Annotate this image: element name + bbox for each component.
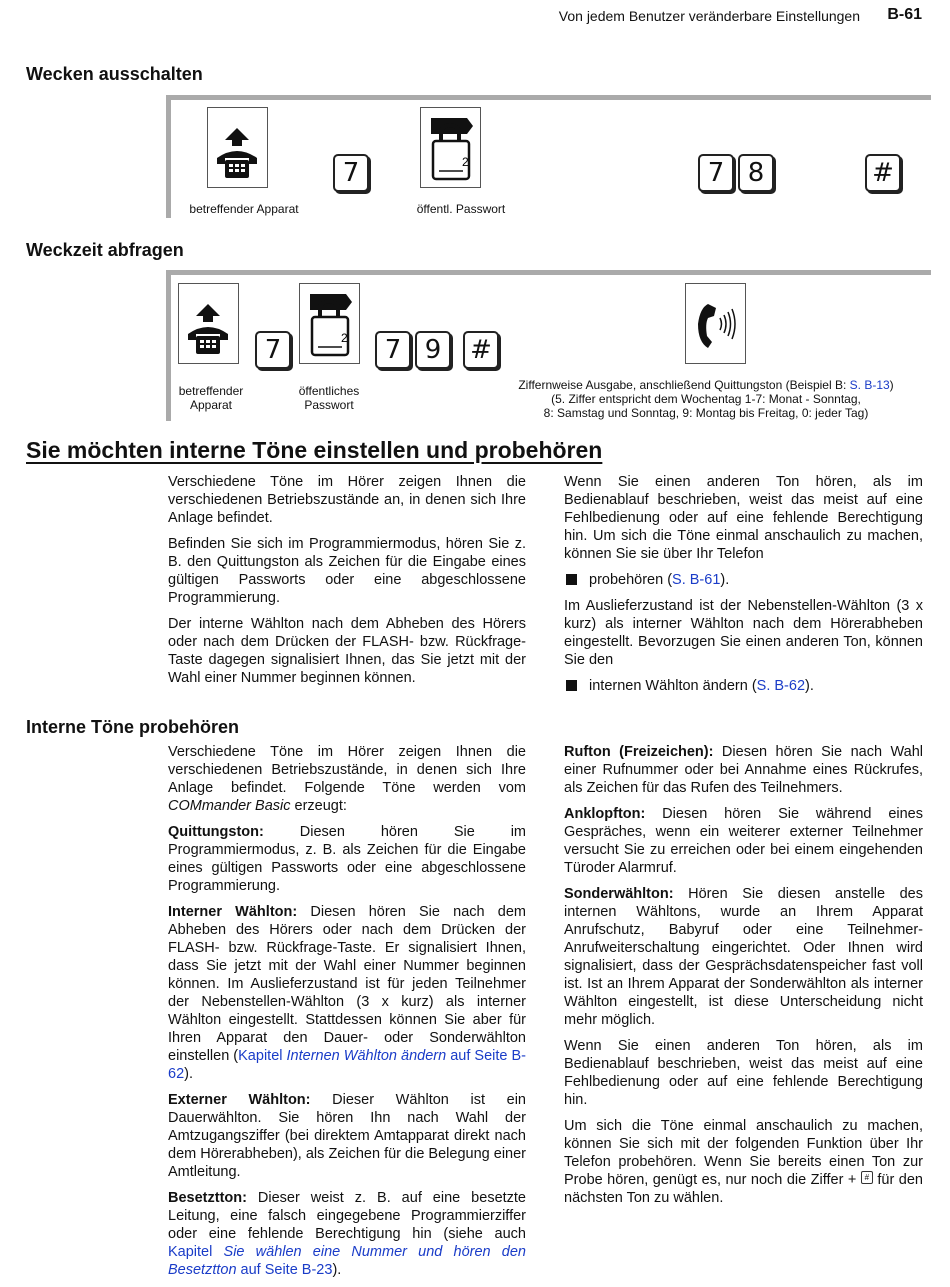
procedure-box-wecken [166, 95, 931, 218]
link-s-b-13[interactable]: S. B-13 [849, 378, 890, 392]
paragraph: Wenn Sie einen anderen Ton hören, als im Bedienablauf beschrieben, weist das meist auf eine Fehlbedienung oder auf eine fehlende Berechtigung hin. Um sich die Töne einmal anschaulich zu machen, können Sie sie über Ihr Telefon [564, 474, 923, 562]
caption-passwort: öffentl. Passwort [416, 202, 506, 216]
handset-lift-icon [207, 107, 268, 188]
key-hash: # [865, 154, 901, 192]
caption-apparat: betreffender Apparat [189, 202, 299, 216]
paragraph: Verschiedene Töne im Hörer zeigen Ihnen die verschiedenen Betriebszustände an, in denen sich Ihre Anlage befindet. [168, 474, 526, 526]
caption-passwort: öffentliches Passwort [298, 384, 360, 412]
key-7: 7 [333, 154, 369, 192]
intro-right-column [564, 473, 923, 703]
lock-digit: 2 [341, 331, 348, 345]
key-8: 8 [738, 154, 774, 192]
paragraph-externer-waehlton: Externer Wählton: Dieser Wählton ist ein Dauerwählton. Sie hören Ihn nach Wahl der Amtzugangsziffer (bei direktem Amtapparat direkt nach dem Hörerabheben), als Zeichen für die Belegung einer Amtleitung. [168, 1092, 526, 1180]
procedure-box-weckzeit [166, 270, 931, 421]
key-7: 7 [255, 331, 291, 369]
paragraph: Wenn Sie einen anderen Ton hören, als im Bedienablauf beschrieben, weist das meist auf eine Fehlbedienung oder auf eine fehlende Berechtigung hin. [564, 1038, 923, 1108]
padlock-icon [299, 283, 360, 364]
probe-left-column [168, 743, 526, 1287]
running-header: Von jedem Benutzer veränderbare Einstellungen [558, 8, 860, 24]
key-7: 7 [698, 154, 734, 192]
paragraph: Verschiedene Töne im Hörer zeigen Ihnen die verschiedenen Betriebszustände, in denen sich Ihre Anlage befindet. Folgende Töne werden vom COMmander Basic erzeugt: [168, 744, 526, 814]
readout-description: Ziffernweise Ausgabe, anschließend Quittungston (Beispiel B: S. B-13) (5. Ziffer entspricht dem Wochentag 1-7: Monat - Sonntag, 8: Samstag und Sonntag, 9: Montag bis Freitag, 0: jeder Tag) [518, 378, 894, 420]
handset-lift-icon [178, 283, 239, 364]
bullet-square-icon [566, 574, 577, 585]
paragraph-rufton: Rufton (Freizeichen): Diesen hören Sie nach Wahl einer Rufnummer oder bei Annahme eines Rückrufes, als Zeichen für das Rufen des Teilnehmers. [564, 744, 923, 796]
bullet-item: probehören (S. B-61). [564, 571, 923, 589]
paragraph-interner-waehlton: Interner Wählton: Diesen hören Sie nach dem Abheben des Hörers oder nach dem Drücken der FLASH- bzw. Rückfrage-Taste. Er signalisiert Ihnen, dass Sie jetzt mit der Wahl einer Nummer beginnen können. Im Auslieferzustand ist für jeden Teilnehmer der Nebenstellen-Wählton (3 x kurz) als interner Wählton eingestellt. Stattdessen können Sie aber für Ihren Apparat den Dauer- oder Sonderwählton einstellen (Kapitel Internen Wählton ändern auf Seite B-62). [168, 904, 527, 1082]
paragraph: Um sich die Töne einmal anschaulich zu machen, können Sie sich mit der folgenden Funktion über Ihr Telefon probehören. Wenn Sie bereits einen Ton zur Probe hören, genügt es, nur noch die Ziffer + # für den nächsten Ton zu wählen. [564, 1118, 924, 1206]
link-kapitel-besetztton[interactable]: Kapitel Sie wählen eine Nummer und hören den Besetztton auf Seite B-23 [168, 1244, 526, 1278]
chapter-heading: Sie möchten interne Töne einstellen und probehören [26, 437, 603, 463]
paragraph: Im Auslieferzustand ist der Nebenstellen-Wählton (3 x kurz) als interner Wählton nach dem Hörerabheben eingestellt. Bevorzugen Sie einen anderen Ton, können Sie den [564, 598, 923, 668]
padlock-icon [420, 107, 481, 188]
key-7: 7 [375, 331, 411, 369]
hash-key-icon: # [861, 1171, 873, 1184]
section-heading-wecken: Wecken ausschalten [26, 64, 203, 84]
caption-apparat: betreffender Apparat [178, 384, 244, 412]
link-s-b-61[interactable]: S. B-61 [672, 572, 721, 588]
paragraph-besetztton: Besetztton: Dieser weist z. B. auf eine besetzte Leitung, eine falsch eingegebene Programmierziffer oder eine fehlende Berechtigung hin (siehe auch Kapitel Sie wählen eine Nummer und hören den Besetztton auf Seite B-23). [168, 1190, 526, 1278]
lock-digit: 2 [462, 155, 469, 169]
intro-left-column [168, 473, 526, 695]
key-hash: # [463, 331, 499, 369]
link-kapitel-wahlton[interactable]: Kapitel Internen Wählton ändern auf Seite B-62 [168, 1048, 527, 1082]
ringing-handset-icon [685, 283, 746, 364]
link-s-b-62[interactable]: S. B-62 [756, 678, 806, 694]
paragraph-anklopfton: Anklopfton: Diesen hören Sie während eines Gespräches, wenn ein weiterer externer Teilnehmer versucht Sie zu erreichen oder bei einem eingehenden Türoder Alarmruf. [564, 806, 923, 876]
paragraph-sonderwaehlton: Sonderwählton: Hören Sie diesen anstelle des internen Wähltons, wurde an Ihrem Apparat Anrufschutz, Babyruf oder eine Teilnehmer-Anrufweiterschaltung eingerichtet. Oder Ihnen wird signalisiert, dass der Gesprächsdatenspeicher fast voll ist. Ist an Ihrem Apparat der Sonderwählton als interner Wählton eingestellt, ist diese Unterscheidung nicht mehr möglich. [564, 886, 923, 1028]
section-heading-probe: Interne Töne probehören [26, 717, 240, 737]
probe-right-column [564, 743, 923, 1215]
key-9: 9 [415, 331, 451, 369]
bullet-square-icon [566, 680, 577, 691]
bullet-item: internen Wählton ändern (S. B-62). [564, 677, 923, 695]
paragraph: Befinden Sie sich im Programmiermodus, hören Sie z. B. den Quittungston als Zeichen für die Eingabe eines gültigen Passworts oder eine abgeschlossene Programmierung. [168, 536, 526, 606]
page-number: B-61 [887, 6, 922, 23]
paragraph-quittungston: Quittungston: Diesen hören Sie im Programmiermodus, z. B. als Zeichen für die Eingabe eines gültigen Passworts oder eine abgeschlossene Programmierung. [168, 824, 526, 894]
section-heading-weckzeit: Weckzeit abfragen [26, 240, 184, 260]
paragraph: Der interne Wählton nach dem Abheben des Hörers oder nach dem Drücken der FLASH- bzw. Rückfrage-Taste dagegen signalisiert Ihnen, das Sie jetzt mit der Wahl einer Nummer beginnen können. [168, 616, 526, 686]
